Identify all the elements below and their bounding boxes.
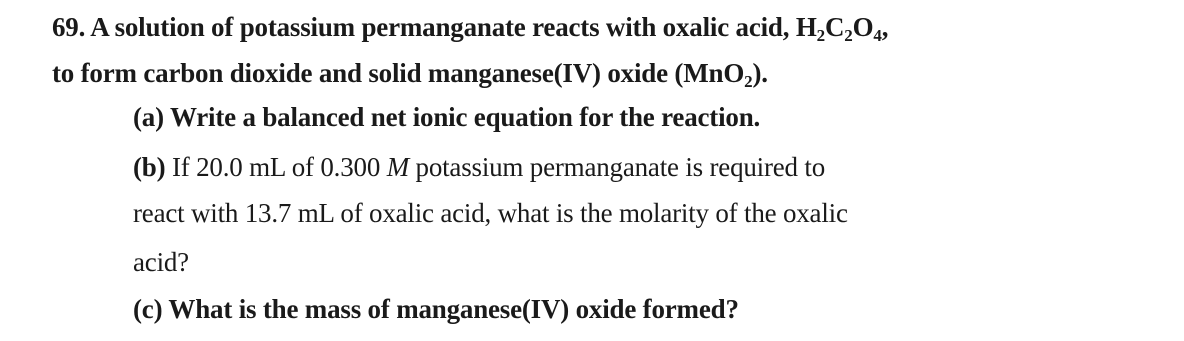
problem-intro-line-2 xyxy=(52,56,768,90)
formula-trailing-comma: , xyxy=(881,12,889,42)
formula-o: O xyxy=(852,12,874,42)
problem-number: 69. xyxy=(52,12,86,42)
formula-h: H xyxy=(795,12,817,42)
mno2-subscript: 2 xyxy=(744,72,753,91)
part-b-text-post: potassium permanganate is required to xyxy=(408,152,826,182)
part-b-line-3 xyxy=(133,245,189,279)
part-c-text: What is the mass of manganese(IV) oxide formed? xyxy=(162,294,739,324)
part-b-line-2 xyxy=(133,196,848,230)
part-c xyxy=(133,292,739,326)
part-b-text-line2: react with 13.7 mL of oxalic acid, what is the molarity of the oxalic xyxy=(133,198,848,228)
part-c-label: (c) xyxy=(133,294,163,324)
part-b-text-pre: If 20.0 mL of 0.300 xyxy=(165,152,387,182)
part-a-text: Write a balanced net ionic equation for the reaction. xyxy=(163,102,761,132)
oxalic-acid-formula xyxy=(795,12,889,45)
formula-c: C xyxy=(824,12,845,42)
intro-text-2: to form carbon dioxide and solid manganese(IV) oxide (MnO xyxy=(52,58,745,88)
problem-intro-line-1 xyxy=(52,10,888,44)
part-a-label: (a) xyxy=(133,102,164,132)
intro-text-1: A solution of potassium permanganate reacts with oxalic acid, xyxy=(90,12,796,42)
part-b-line-1 xyxy=(133,150,825,184)
part-b-text-line3: acid? xyxy=(133,247,189,277)
formula-c-subscript: 2 xyxy=(844,26,853,45)
intro-text-2-end: ). xyxy=(752,58,768,88)
part-b-label: (b) xyxy=(133,152,166,182)
formula-h-subscript: 2 xyxy=(816,26,825,45)
part-a xyxy=(133,100,760,134)
molarity-symbol: M xyxy=(386,152,409,182)
formula-o-subscript: 4 xyxy=(873,26,882,45)
